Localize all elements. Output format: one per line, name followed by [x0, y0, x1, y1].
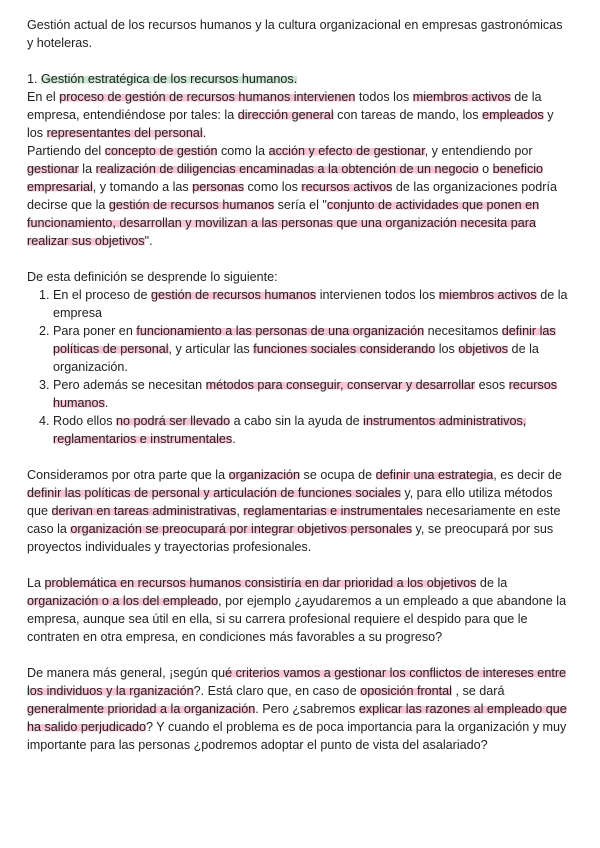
definition-list — [27, 286, 570, 448]
paragraph-1: En el proceso de gestión de recursos humanos intervienen todos los miembros activos de la empresa, entendiéndose por tales: la dirección general con tareas de mando, los empleados y los representantes del personal. — [27, 90, 554, 140]
section-heading-highlight: Gestión estratégica de los recursos humanos. — [41, 72, 298, 86]
paragraph-2: Partiendo del concepto de gestión como la acción y efecto de gestionar, y entendiendo por gestionar la realización de diligencias encaminadas a la obtención de un negocio o beneficio empresarial, y tomando a las personas como los recursos activos de las organizaciones podría decirse que la gestión de recursos humanos sería el "conjunto de actividades que ponen en funcionamiento, desarrollan y movilizan a las personas que una organización necesita para realizar sus objetivos". — [27, 144, 557, 248]
document-title: Gestión actual de los recursos humanos y la cultura organizacional en empresas gastronómicas y hoteleras. — [27, 18, 563, 50]
list-item: 3. Pero además se necesitan métodos para conseguir, conservar y desarrollar esos recursos humanos. — [53, 376, 570, 412]
paragraph-3-intro: De esta definición se desprende lo siguiente: — [27, 270, 278, 284]
paragraph-5: La problemática en recursos humanos consistiría en dar prioridad a los objetivos de la organización o a los del empleado, por ejemplo ¿ayudaremos a un empleado a que abandone la empresa, aunque sea útil en ella, si su carrera profesional requiere el despido para que le contraten en otra empresa, en condiciones más favorables a su progreso? — [27, 576, 567, 644]
list-item: 1. En el proceso de gestión de recursos humanos intervienen todos los miembros activos de la empresa — [53, 286, 570, 322]
list-item: 2. Para poner en funcionamiento a las personas de una organización necesitamos definir las políticas de personal, y articular las funciones sociales considerando los objetivos de la organización. — [53, 322, 570, 376]
list-item: 4. Rodo ellos no podrá ser llevado a cabo sin la ayuda de instrumentos administrativos, reglamentarios e instrumentales. — [53, 412, 570, 448]
paragraph-6: De manera más general, ¡según qué criterios vamos a gestionar los conflictos de intereses entre los individuos y la rganización?. Está claro que, en caso de oposición frontal , se dará generalmente prioridad a la organización. Pero ¿sabremos explicar las razones al empleado que ha salido perjudicado? Y cuando el problema es de poca importancia para la organización y muy importante para las personas ¿podremos adoptar el punto de vista del asalariado? — [27, 666, 567, 752]
section-heading: 1. Gestión estratégica de los recursos humanos. — [27, 72, 298, 86]
paragraph-4: Consideramos por otra parte que la organización se ocupa de definir una estrategia, es decir de definir las políticas de personal y articulación de funciones sociales y, para ello utiliza métodos que derivan en tareas administrativas, reglamentarias e instrumentales necesariamente en este caso la organización se preocupará por integrar objetivos personales y, se preocupará por sus proyectos individuales y trayectorias profesionales. — [27, 468, 562, 554]
